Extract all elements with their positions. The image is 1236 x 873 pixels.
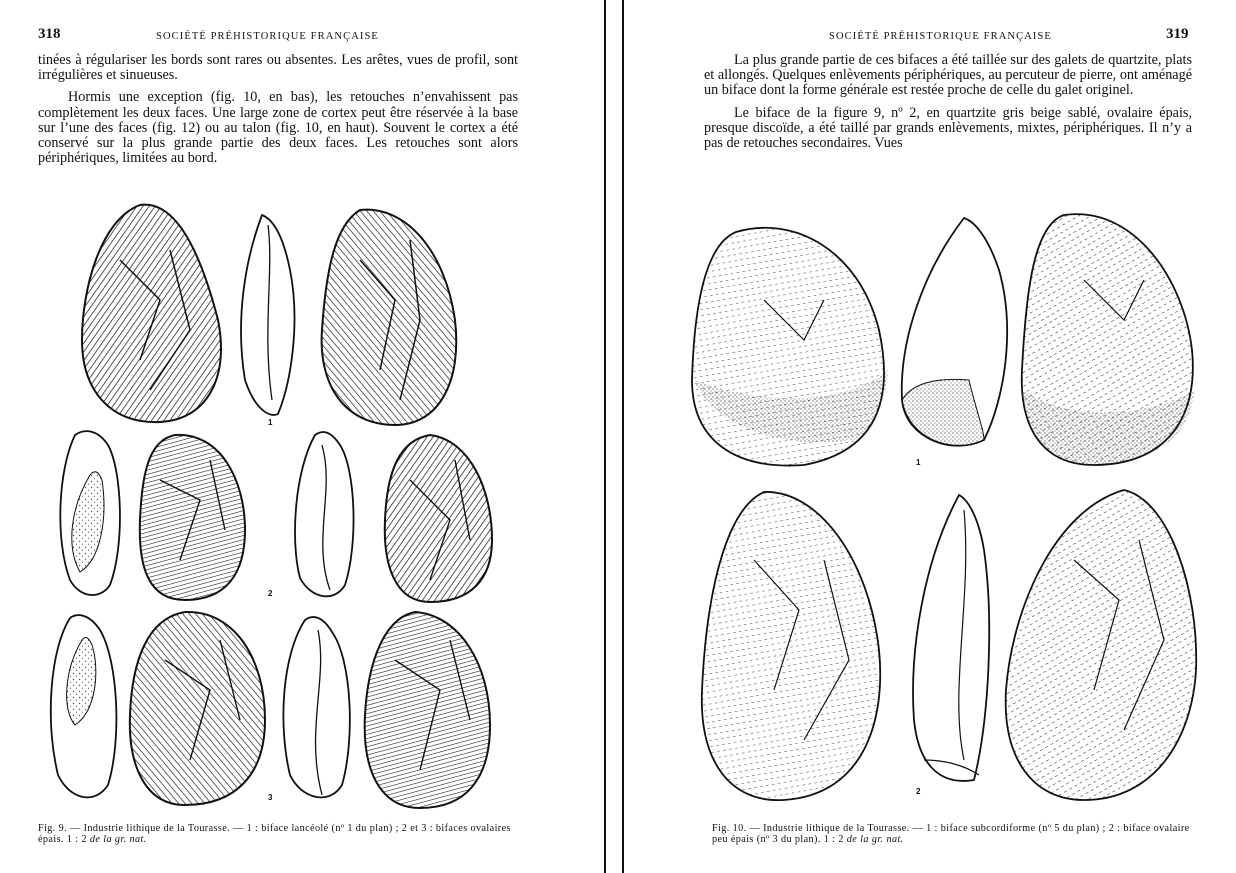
biface-2-face-b xyxy=(385,435,492,602)
biface-3-profile-right xyxy=(283,617,349,797)
figure-9-plate xyxy=(0,0,604,873)
right-running-head: SOCIÉTÉ PRÉHISTORIQUE FRANÇAISE xyxy=(829,31,1052,42)
biface-10-2-profile xyxy=(913,495,989,781)
fig9-label-1: 1 xyxy=(268,418,273,427)
biface-10-1-face-b xyxy=(1022,214,1194,465)
left-running-head: SOCIÉTÉ PRÉHISTORIQUE FRANÇAISE xyxy=(156,31,379,42)
biface-2-profile-left xyxy=(60,431,120,595)
right-paragraph-2: Le biface de la figure 9, nº 2, en quartzite gris beige sablé, ovalaire épais, presque discoïde, a été taillé par grands enlèvements, mixtes, périphériques. Il n’y a pas de retouches secondaires. Vues xyxy=(704,104,1192,152)
fig10-caption-text: Fig. 10. — Industrie lithique de la Tourasse. — 1 : biface subcordiforme (nº 5 du plan) ; 2 : biface ovalaire peu épais (nº 3 du plan). 1 : 2 xyxy=(712,823,1190,845)
fig10-caption xyxy=(712,823,1194,845)
biface-1-profile xyxy=(241,215,294,415)
biface-2-profile-right xyxy=(295,432,354,596)
biface-3-face-b xyxy=(365,612,490,808)
fig10-label-2: 2 xyxy=(916,787,921,796)
biface-1-face-b xyxy=(322,210,457,425)
biface-3-face-a xyxy=(130,612,265,805)
fig9-label-2: 2 xyxy=(268,589,273,598)
page-divider-left xyxy=(604,0,606,873)
biface-1-face-a xyxy=(82,205,221,422)
figure-10-plate xyxy=(624,0,1236,873)
left-paragraph-1: tinées à régulariser les bords sont rares ou absentes. Les arêtes, vues de profil, sont irrégulières et sinueuses. xyxy=(38,52,518,84)
biface-3-profile-left xyxy=(51,615,117,797)
biface-10-1-face-a xyxy=(692,228,888,466)
biface-10-2-face-a xyxy=(702,492,880,800)
left-page xyxy=(0,0,604,873)
biface-10-2-face-b xyxy=(1006,490,1197,800)
right-paragraph-1: La plus grande partie de ces bifaces a été taillée sur des galets de quartzite, plats et allongés. Quelques enlèvements périphériques, au percuteur de pierre, ont aménagé un biface dont la forme générale est restée proche de celle du galet originel. xyxy=(704,52,1192,99)
fig10-caption-italic: de la gr. nat. xyxy=(846,834,904,845)
right-page-number: 319 xyxy=(1166,26,1189,42)
right-page xyxy=(624,0,1236,873)
fig10-label-1: 1 xyxy=(916,458,921,467)
biface-10-1-profile xyxy=(902,218,1007,446)
left-paragraph-2: Hormis une exception (fig. 10, en bas), les retouches n’envahissent pas complètement les deux faces. Une large zone de cortex peut être réservée à la base sur l’une des faces (fig. 12) ou au talon (fig. 10, en haut). Souvent le cortex a été conservé sur la plus grande partie des deux faces. Les retouches sont alors périphériques, limitées au bord. xyxy=(38,89,518,167)
fig9-caption xyxy=(38,823,528,845)
fig9-label-3: 3 xyxy=(268,793,273,802)
fig9-caption-text: Fig. 9. — Industrie lithique de la Tourasse. — 1 : biface lancéolé (nº 1 du plan) ; 2 et 3 : bifaces ovalaires épais. 1 : 2 xyxy=(38,823,511,845)
biface-2-face-a xyxy=(140,435,245,600)
left-page-number: 318 xyxy=(38,26,61,42)
fig9-caption-italic: de la gr. nat. xyxy=(89,834,147,845)
